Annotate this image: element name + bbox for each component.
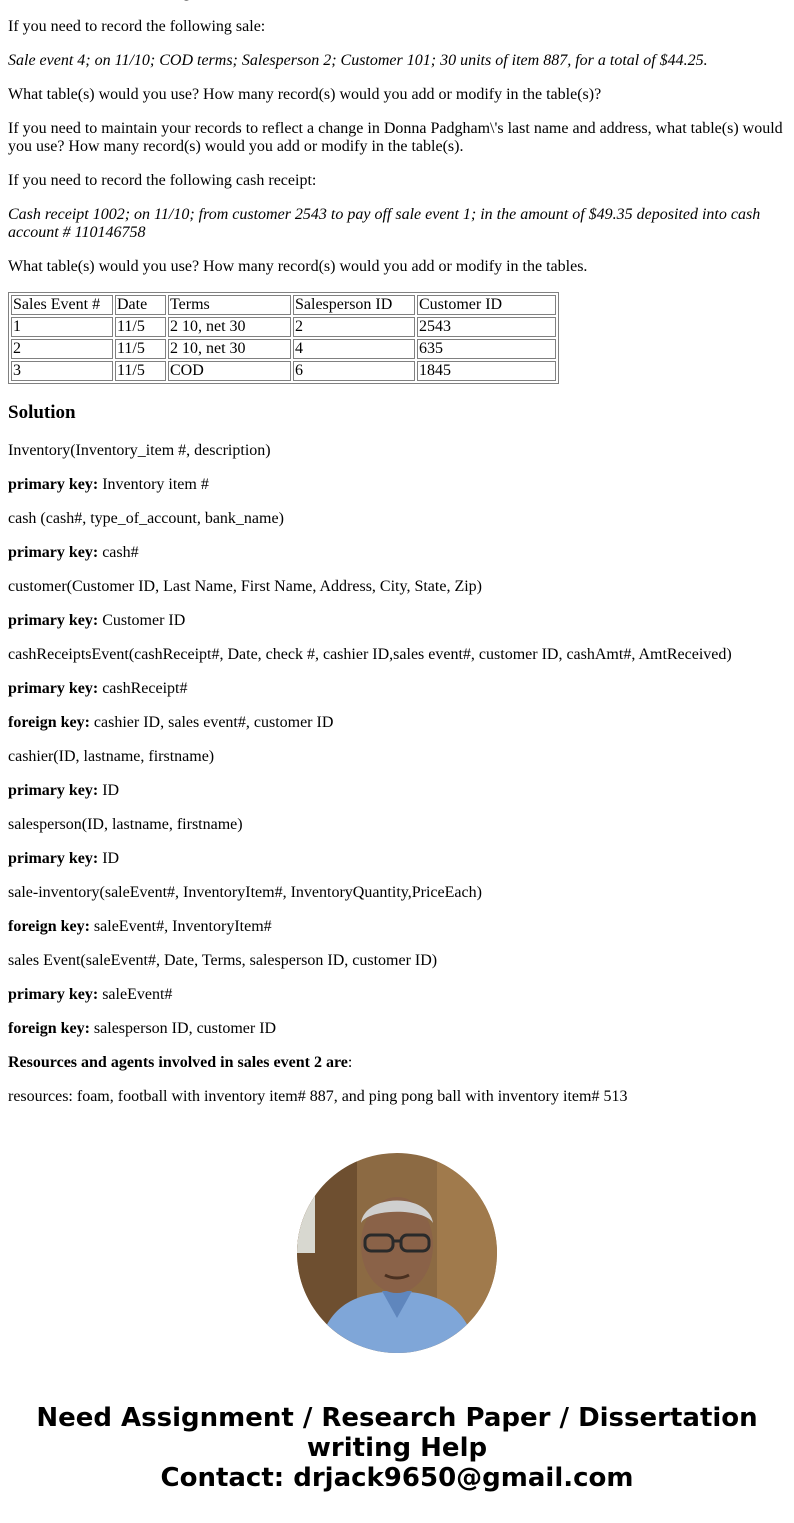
- table-row: [11, 339, 556, 359]
- cash-question: What table(s) would you use? How many record(s) would you add or modify in the tables.: [8, 258, 588, 275]
- help-contact-banner: [0, 1403, 794, 1493]
- solution-line: [8, 544, 786, 562]
- solution-line: [8, 986, 786, 1004]
- question-cut-line: [8, 0, 786, 2]
- table-cell: 2 10, net 30: [168, 317, 291, 337]
- solution-line-label: primary key:: [8, 782, 99, 799]
- table-cell: 1845: [417, 361, 556, 381]
- solution-line-label: foreign key:: [8, 1020, 90, 1037]
- table-cell: 635: [417, 339, 556, 359]
- solution-line-text: sales Event(saleEvent#, Date, Terms, salesperson ID, customer ID): [8, 952, 438, 969]
- table-cell: 2 10, net 30: [168, 339, 291, 359]
- solution-line-text: customer(Customer ID, Last Name, First Name, Address, City, State, Zip): [8, 578, 482, 595]
- table-cell: 11/5: [115, 361, 166, 381]
- solution-line: [8, 816, 786, 834]
- solution-line-label: primary key:: [8, 544, 99, 561]
- solution-line: [8, 748, 786, 766]
- solution-line: [8, 680, 786, 698]
- cash-receipt-text: Cash receipt 1002; on 11/10; from customer 2543 to pay off sale event 1; in the amount of $49.35 deposited into cash account # 110146758: [8, 206, 761, 241]
- solution-line-text: cashier ID, sales event#, customer ID: [89, 714, 334, 731]
- solution-line-text: cashier(ID, lastname, firstname): [8, 748, 215, 765]
- sale-prompt: If you need to record the following sale:: [8, 18, 266, 35]
- solution-line: [8, 646, 786, 664]
- table-cell: 1: [11, 317, 113, 337]
- solution-line-label: primary key:: [8, 850, 99, 867]
- solution-line-text: :: [347, 1054, 353, 1071]
- solution-line-text: saleEvent#: [98, 986, 173, 1003]
- maintain-question: If you need to maintain your records to reflect a change in Donna Padgham\'s last name and address, what table(s) would you use? How many record(s) would you add or modify in the table(s).: [8, 120, 783, 155]
- table-header-row: [11, 295, 556, 315]
- solution-line-label: primary key:: [8, 680, 99, 697]
- help-line-2: writing Help: [306, 1433, 488, 1463]
- solution-line-text: cashReceiptsEvent(cashReceipt#, Date, check #, cashier ID,sales event#, customer ID, cashAmt#, AmtReceived): [8, 646, 732, 663]
- solution-line: [8, 442, 786, 460]
- solution-line: [8, 1020, 786, 1038]
- solution-line: [8, 510, 786, 528]
- solution-line: [8, 714, 786, 732]
- table-header-cell: Date: [115, 295, 166, 315]
- table-cell: 11/5: [115, 339, 166, 359]
- table-header-cell: Terms: [168, 295, 291, 315]
- sale-question: What table(s) would you use? How many record(s) would you add or modify in the table(s)?: [8, 86, 602, 103]
- solution-line-label: primary key:: [8, 476, 99, 493]
- solution-line-text: cash#: [98, 544, 139, 561]
- solution-body: [8, 442, 786, 1106]
- document-body: [8, 0, 786, 1122]
- solution-line: [8, 782, 786, 800]
- solution-line: [8, 850, 786, 868]
- solution-line-label: foreign key:: [8, 714, 90, 731]
- table-cell: COD: [168, 361, 291, 381]
- author-avatar: [297, 1153, 497, 1353]
- table-header-cell: Salesperson ID: [293, 295, 415, 315]
- table-cell: 6: [293, 361, 415, 381]
- solution-line: [8, 476, 786, 494]
- solution-line-text: ID: [98, 782, 120, 799]
- solution-heading: Solution: [8, 402, 76, 423]
- solution-line: [8, 612, 786, 630]
- avatar-portrait: [297, 1153, 497, 1353]
- solution-line-label: primary key:: [8, 986, 99, 1003]
- solution-line: [8, 578, 786, 596]
- sales-events-table: [8, 292, 559, 384]
- solution-line-label: foreign key:: [8, 918, 90, 935]
- table-cell: 3: [11, 361, 113, 381]
- solution-line-text: salesperson(ID, lastname, firstname): [8, 816, 243, 833]
- solution-line: [8, 952, 786, 970]
- table-row: [11, 317, 556, 337]
- solution-line: [8, 918, 786, 936]
- help-line-1: Need Assignment / Research Paper / Dissertation: [36, 1403, 758, 1433]
- solution-line-text: sale-inventory(saleEvent#, InventoryItem#, InventoryQuantity,PriceEach): [8, 884, 482, 901]
- cash-prompt: If you need to record the following cash receipt:: [8, 172, 317, 189]
- solution-line: [8, 1088, 786, 1106]
- solution-line-text: resources: foam, football with inventory item# 887, and ping pong ball with inventory item# 513: [8, 1088, 628, 1105]
- table-cell: 2: [11, 339, 113, 359]
- sale-event-text: Sale event 4; on 11/10; COD terms; Salesperson 2; Customer 101; 30 units of item 887, for a total of $44.25.: [8, 52, 708, 69]
- solution-line-text: cash (cash#, type_of_account, bank_name): [8, 510, 284, 527]
- solution-line-text: Customer ID: [98, 612, 186, 629]
- table-row: [11, 361, 556, 381]
- solution-line-label: primary key:: [8, 612, 99, 629]
- table-cell: 2543: [417, 317, 556, 337]
- table-cell: 11/5: [115, 317, 166, 337]
- table-cell: 2: [293, 317, 415, 337]
- table-header-cell: Customer ID: [417, 295, 556, 315]
- table-cell: 4: [293, 339, 415, 359]
- table-header-cell: Sales Event #: [11, 295, 113, 315]
- contact-email[interactable]: Contact: drjack9650@gmail.com: [160, 1463, 634, 1493]
- solution-line-text: Inventory(Inventory_item #, description): [8, 442, 271, 459]
- solution-line-label: Resources and agents involved in sales event 2 are: [8, 1054, 348, 1071]
- solution-line: [8, 1054, 786, 1072]
- solution-line-text: salesperson ID, customer ID: [89, 1020, 277, 1037]
- solution-line-text: ID: [98, 850, 120, 867]
- solution-line-text: cashReceipt#: [98, 680, 188, 697]
- solution-line-text: Inventory item #: [98, 476, 209, 493]
- solution-line: [8, 884, 786, 902]
- solution-line-text: saleEvent#, InventoryItem#: [89, 918, 272, 935]
